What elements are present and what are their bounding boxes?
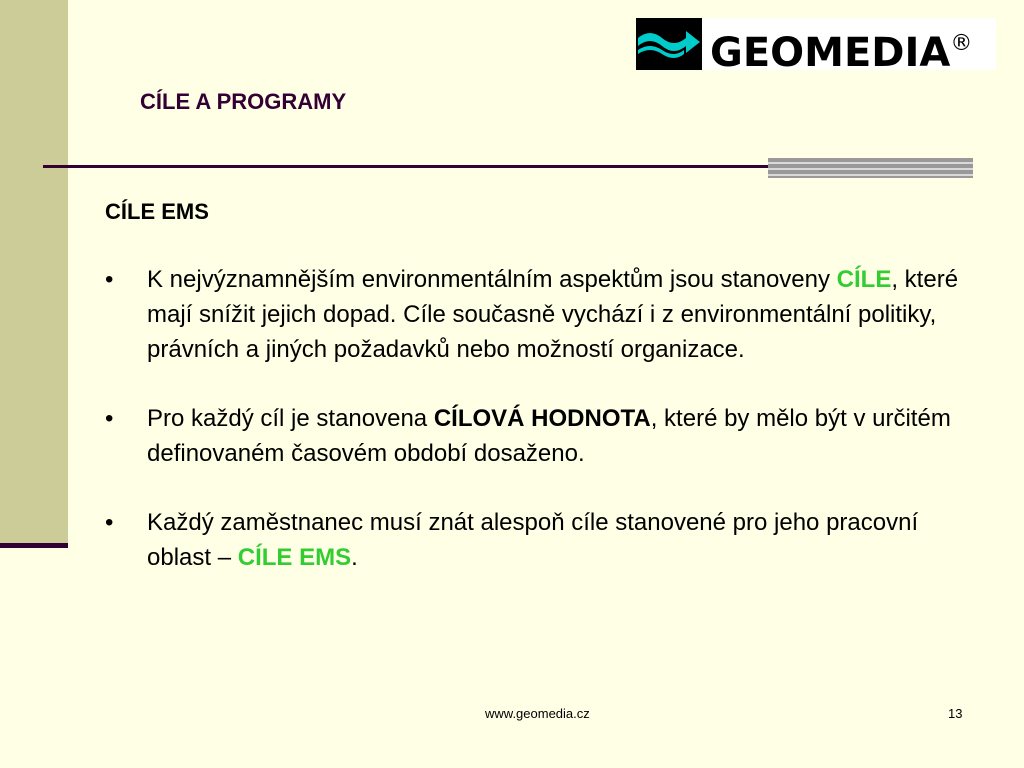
footer-url: www.geomedia.cz — [485, 706, 590, 721]
logo-wordmark: GEOMEDIA® — [710, 30, 973, 76]
left-decorative-bar — [0, 0, 68, 543]
bullet-marker: • — [105, 266, 114, 293]
highlight-text: CÍLOVÁ HODNOTA — [433, 405, 651, 432]
bullet-item: • Každý zaměstnanec musí znát alespoň cíle stanovené pro jeho pracovní oblast – CÍLE EMS. — [105, 505, 985, 575]
bullet-marker: • — [105, 509, 114, 536]
page-number: 13 — [948, 706, 963, 721]
left-divider-line — [0, 543, 68, 548]
title-divider-line — [43, 165, 773, 168]
bullet-item: • Pro každý cíl je stanovena CÍLOVÁ HODNOTA, které by mělo být v určitém definovaném časovém období dosaženo. — [105, 401, 985, 471]
striped-accent-bar — [768, 158, 973, 178]
bullet-list — [105, 262, 985, 575]
section-heading: CÍLE EMS — [105, 199, 209, 224]
highlight-text: CÍLE EMS — [237, 544, 352, 571]
wave-arrow-icon — [636, 18, 702, 70]
geomedia-logo — [636, 18, 996, 76]
bullet-item: • K nejvýznamnějším environmentálním aspektům jsou stanoveny CÍLE, které mají snížit jejich dopad. Cíle současně vychází i z environmentální politiky, právních a jiných požadavků nebo možností organizace. — [105, 262, 985, 367]
slide-title: CÍLE A PROGRAMY — [140, 89, 347, 114]
highlight-text: CÍLE — [836, 266, 892, 293]
bullet-marker: • — [105, 405, 114, 432]
